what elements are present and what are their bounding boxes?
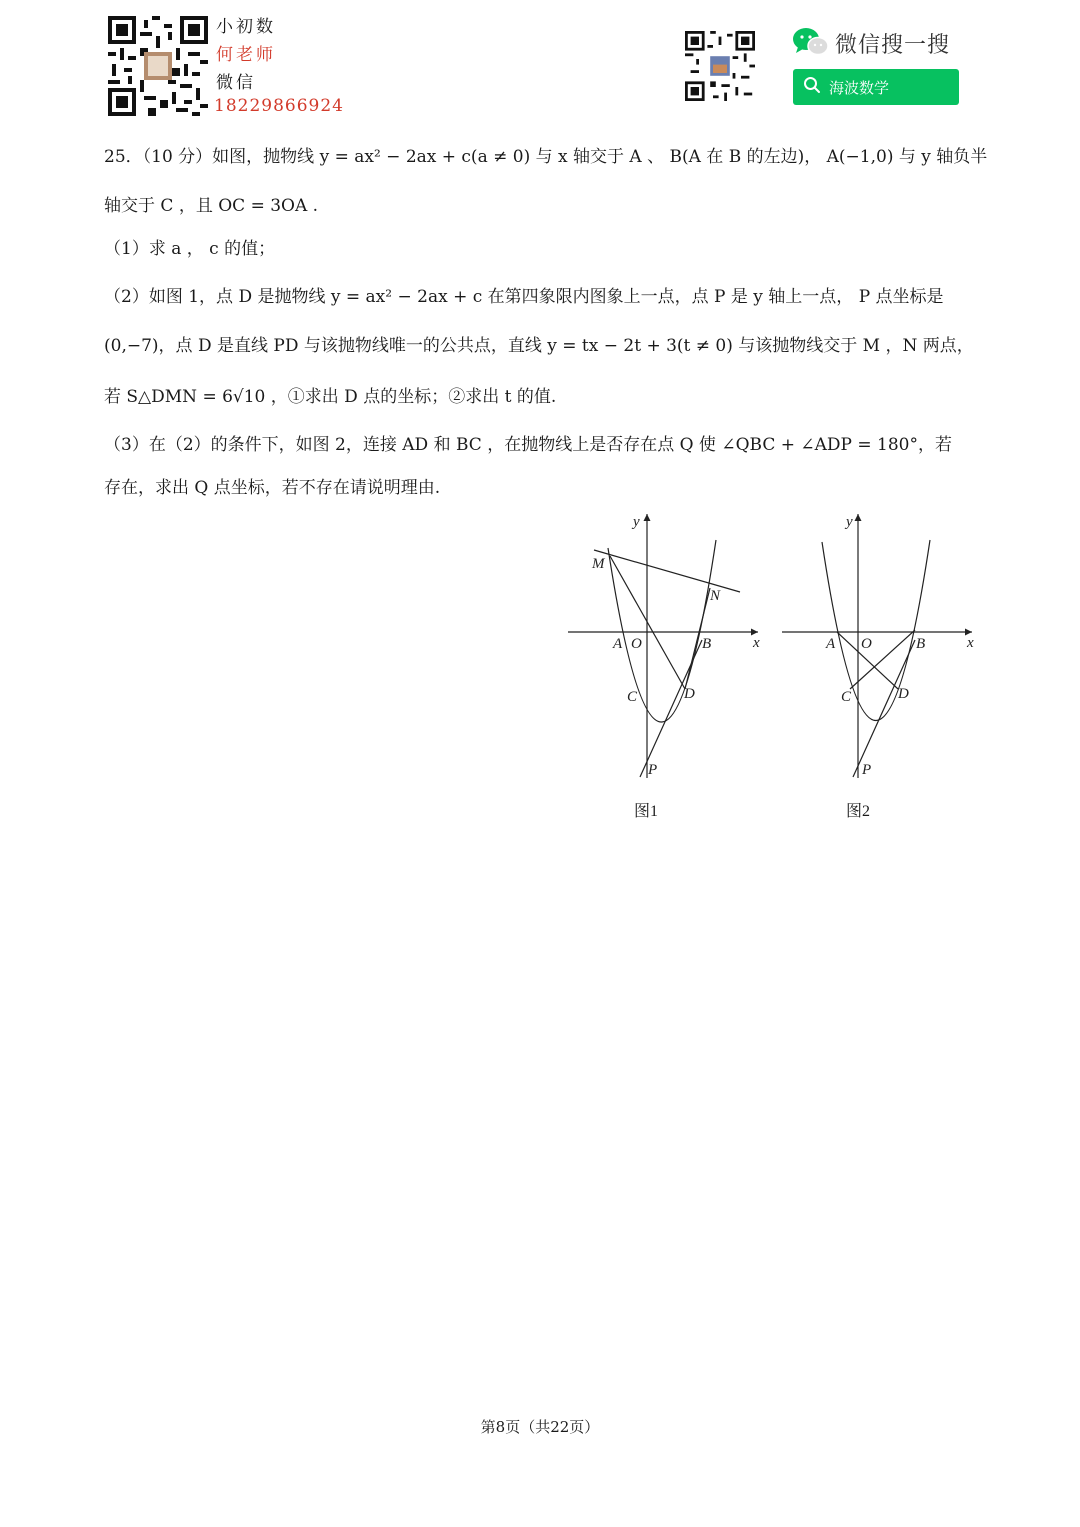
caption-line-1: 小初数: [216, 17, 276, 37]
fig2-label-C: C: [841, 689, 852, 705]
fig2-label-B: B: [916, 636, 926, 652]
wechat-logo-icon: [792, 26, 830, 62]
fig2-label-D: D: [898, 686, 909, 702]
question-part-1: （1）求 a ， c 的值；: [104, 239, 276, 259]
question-line-2: 轴交于 C ，且 OC = 3OA .: [104, 196, 319, 216]
figure-2-caption: 图2: [846, 803, 871, 820]
fig2-line-BC: [850, 630, 915, 689]
question-part-2-line-2: (0,−7)，点 D 是直线 PD 与该抛物线唯一的公共点，直线 y = tx − 2t + 3(t ≠ 0) 与该抛物线交于 M ，N 两点，: [104, 336, 974, 356]
search-bar-label: 海波数学: [829, 78, 890, 97]
question-part-3-line-2: 存在，求出 Q 点坐标，若不存在请说明理由.: [104, 478, 441, 498]
fig1-label-N: N: [710, 588, 721, 604]
question-line-1-a: 25．（10 分）如图，抛物线: [104, 147, 315, 167]
fig1-label-C: C: [627, 689, 638, 705]
fig1-label-x: x: [753, 635, 760, 651]
figures: [560, 510, 990, 820]
fig1-label-y: y: [633, 514, 640, 530]
question-part-3-line-1: （3）在（2）的条件下，如图 2，连接 AD 和 BC ，在抛物线上是否存在点 Q 使 ∠QBC + ∠ADP = 180°，若: [104, 435, 952, 455]
left-qr-code: [108, 16, 208, 116]
question-line-1-b: 与 x 轴交于 A 、 B(A 在 B 的左边)， A(−1,0) 与 y 轴负半: [535, 147, 988, 167]
wechat-search-title: 微信搜一搜: [835, 33, 951, 58]
question-line-1: [104, 145, 987, 169]
phone-number: 18229866924: [214, 96, 344, 116]
figure-diagrams: [560, 510, 990, 810]
caption-line-3: 微信: [216, 73, 256, 93]
fig2-label-y: y: [846, 514, 853, 530]
fig1-label-P: P: [648, 762, 658, 778]
fig1-line-PD: [640, 640, 702, 777]
wechat-search-bar[interactable]: [793, 69, 959, 105]
right-qr-code: [685, 31, 755, 101]
caption-line-2: 何老师: [216, 45, 276, 65]
figure-1-caption: 图1: [634, 803, 659, 820]
fig1-label-O: O: [631, 636, 642, 652]
fig2-label-O: O: [861, 636, 872, 652]
fig1-label-A: A: [613, 636, 623, 652]
fig2-label-x: x: [967, 635, 974, 651]
fig1-label-M: M: [592, 556, 605, 572]
fig2-parabola: [822, 540, 930, 721]
figure-1: [568, 514, 758, 778]
question-part-2-line-3: 若 S△DMN = 6√10 ，①求出 D 点的坐标；②求出 t 的值.: [104, 387, 557, 407]
equation-parabola: y = ax² − 2ax + c(a ≠ 0): [319, 147, 531, 167]
page-number: 第8页（共22页）: [480, 1418, 600, 1436]
fig1-label-B: B: [702, 636, 712, 652]
fig1-label-D: D: [684, 686, 695, 702]
fig1-line-MN: [594, 550, 740, 592]
fig2-label-P: P: [862, 762, 872, 778]
fig2-label-A: A: [826, 636, 836, 652]
search-icon: [803, 76, 821, 98]
question-part-2-line-1: （2）如图 1，点 D 是抛物线 y = ax² − 2ax + c 在第四象限内图象上一点，点 P 是 y 轴上一点， P 点坐标是: [104, 287, 944, 307]
figure-2: [782, 514, 972, 778]
